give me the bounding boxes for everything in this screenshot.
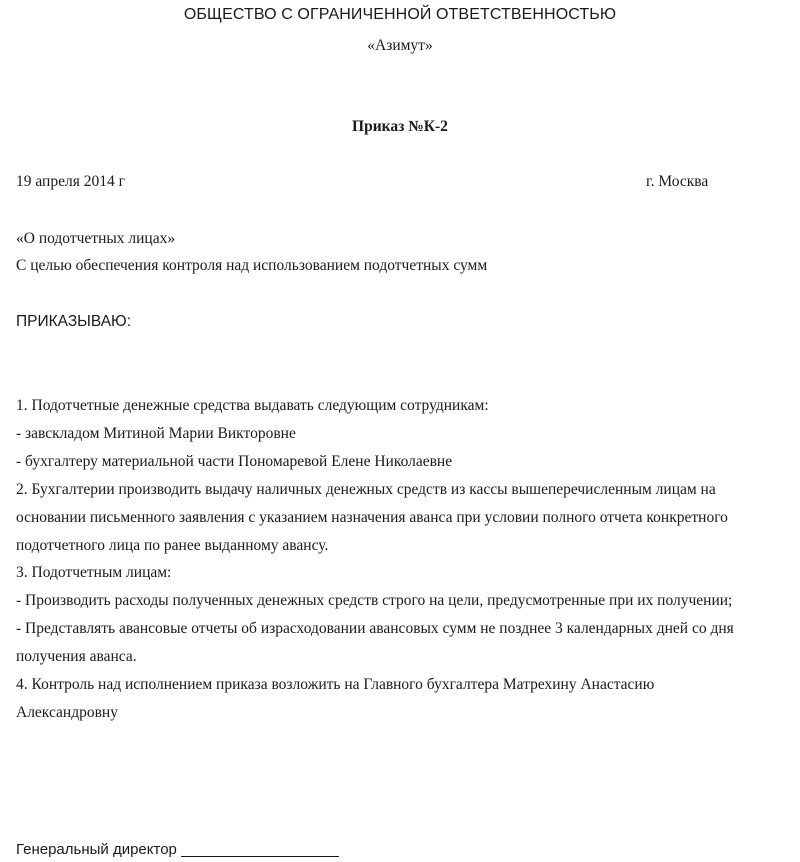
body-line: - Представлять авансовые отчеты об израсходовании авансовых сумм не позднее 3 календарных дней со дня <box>16 620 734 637</box>
body-line: 4. Контроль над исполнением приказа возложить на Главного бухгалтера Матрехину Анастасию <box>16 676 655 693</box>
organization-name: ОБЩЕСТВО С ОГРАНИЧЕННОЙ ОТВЕТСТВЕННОСТЬЮ <box>183 6 617 23</box>
order-subject: «О подотчетных лицах» <box>16 230 176 247</box>
body-line: - бухгалтеру материальной части Пономаревой Елене Николаевне <box>16 453 453 470</box>
order-city: г. Москва <box>646 173 709 190</box>
body-line: - завскладом Митиной Марии Викторовне <box>16 425 296 442</box>
body-line: Александровну <box>16 704 118 721</box>
order-date: 19 апреля 2014 г <box>16 173 125 190</box>
signature-block <box>16 841 339 859</box>
body-line: 1. Подотчетные денежные средства выдавать следующим сотрудникам: <box>16 397 489 414</box>
order-title: Приказ №К-2 <box>352 118 448 135</box>
body-line: основании письменного заявления с указанием назначения аванса при условии полного отчета конкретного <box>16 509 728 526</box>
body-line: подотчетного лица по ранее выданному авансу. <box>16 537 329 554</box>
organization-short-name: «Азимут» <box>367 37 433 54</box>
order-command-word: ПРИКАЗЫВАЮ: <box>16 313 132 330</box>
signature-line <box>181 842 339 857</box>
body-line: 3. Подотчетным лицам: <box>16 564 172 581</box>
signature-title: Генеральный директор <box>16 841 177 858</box>
body-line: получения аванса. <box>16 648 137 665</box>
body-line: - Производить расходы полученных денежных средств строго на цели, предусмотренные при их получении; <box>16 592 733 609</box>
order-purpose: С целью обеспечения контроля над использованием подотчетных сумм <box>16 257 488 274</box>
body-line: 2. Бухгалтерии производить выдачу наличных денежных средств из кассы вышеперечисленным лицам на <box>16 481 716 498</box>
